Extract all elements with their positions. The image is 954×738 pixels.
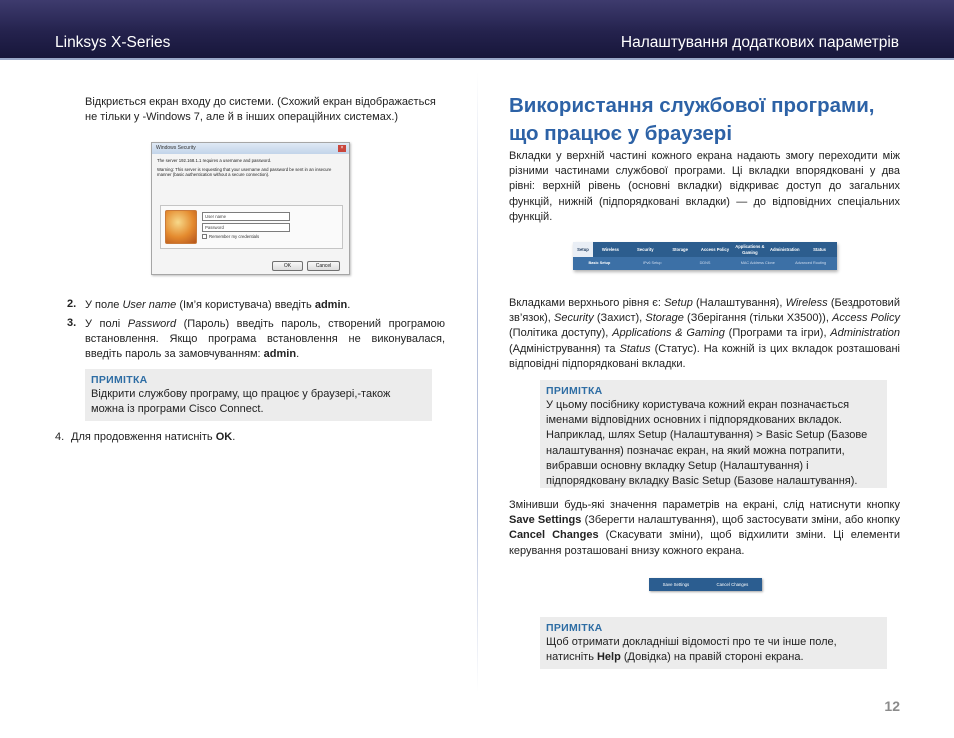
p2-g: (Захист),: [593, 312, 646, 325]
p3-cancel-changes: Cancel Changes: [509, 529, 599, 542]
top-tabs: [573, 242, 837, 257]
dialog-message: The server 192.168.1.1 requires a username and password.: [157, 158, 272, 163]
step-3-number: 3.: [67, 317, 77, 329]
header-section-title: Налаштування додаткових параметрів: [620, 34, 899, 51]
subtab-mac-clone: MAC Address Clone: [740, 261, 775, 265]
page-header: [0, 0, 954, 58]
subtab-ipv6-setup: IPv6 Setup: [642, 261, 662, 265]
tab-storage: Storage: [672, 247, 688, 252]
p2-o: (Адміністрування) та: [509, 342, 620, 355]
step-4-c: .: [232, 431, 236, 443]
subtab-basic-setup: Basic Setup: [588, 261, 611, 265]
p2-security: Security: [554, 312, 594, 325]
p2-q: (Статус). На кожній із цих вкладок розташовані відповідні підпорядковані вкладки.: [509, 342, 900, 370]
p2-k: (Політика доступу),: [509, 327, 613, 340]
p2-applications: Applications & Gaming: [612, 327, 725, 340]
paragraph-tabs-intro: Вкладки у верхній частині кожного екрана надають змогу переходити між різними частинами службової програми. Ці вкладки впорядковані у два рівні: верхній рівень (основні вкладки) відкриває доступ до загальних функцій, нижній (підпорядковані вкладки) — до відповідних спеціальних функцій.: [509, 150, 900, 223]
step-3-c: (Пароль) введіть пароль, створений програмою встановлення. Якщо програма встановлення не виконувалася, введіть пароль за замовчуванням:: [85, 318, 445, 361]
dialog-cancel-button: Cancel: [307, 261, 340, 271]
login-dialog-image: [151, 142, 350, 275]
step-2-c: (Ім’я користувача) введіть: [176, 299, 315, 311]
header-product-name: Linksys X-Series: [55, 34, 171, 51]
p2-storage: Storage: [645, 312, 684, 325]
sub-tabs: [573, 257, 837, 270]
cancel-changes-button: Cancel Changes: [716, 582, 749, 587]
header-divider: [0, 58, 954, 60]
tab-access-policy: Access Policy: [700, 247, 730, 252]
section-heading: Використання службової програми, що працює у браузері: [509, 94, 875, 145]
note2-help: Help: [596, 651, 621, 664]
step-4-text: [71, 430, 431, 445]
credentials-panel: [160, 205, 343, 249]
step-2-number: 2.: [67, 298, 77, 310]
checkbox-icon: [202, 234, 207, 239]
p3-save-settings: Save Settings: [509, 514, 582, 527]
p2-administration: Administration: [830, 327, 900, 340]
note2-a: Щоб отримати докладніші відомості про те чи інше поле, натисніть: [546, 636, 837, 664]
username-field: User name: [202, 212, 290, 221]
p3-c: (Зберегти налаштування), щоб застосувати зміни, або кнопку: [581, 514, 900, 527]
step-2-text: [85, 298, 445, 313]
tab-applications-gaming: Applications & Gaming: [735, 244, 765, 255]
note-title: ПРИМІТКА: [546, 622, 603, 634]
note-box-left: [85, 369, 432, 421]
step-2-value: admin: [314, 299, 348, 311]
tab-status: Status: [813, 247, 826, 252]
note-title: ПРИМІТКА: [91, 374, 148, 386]
p2-wireless: Wireless: [785, 297, 828, 309]
dialog-title: Windows Security: [156, 145, 196, 151]
step-3-e: .: [296, 348, 300, 361]
p2-m: (Програми та ігри),: [724, 327, 831, 340]
p2-c: (Налаштування),: [692, 297, 786, 309]
dialog-warning: Warning: This server is requesting that your username and password be sent in an insecure manner (basic authentication without a secure connection).: [157, 166, 332, 178]
tab-setup: Setup: [573, 242, 593, 257]
step-3-field-name: Password: [127, 318, 177, 330]
tab-wireless: Wireless: [601, 247, 620, 252]
step-2-e: .: [347, 299, 351, 311]
step-3-text: [85, 317, 445, 363]
dialog-titlebar: [152, 143, 349, 154]
note2-c: (Довідка) на правій стороні екрана.: [620, 651, 804, 664]
note-body: Відкрити службову програму, що працює у браузері,-також можна із програми Cisco Connect.: [91, 388, 391, 416]
step-2-field-name: User name: [122, 299, 177, 311]
p2-access-policy: Access Policy: [832, 312, 900, 325]
tab-security: Security: [637, 247, 654, 252]
step-3-value: admin: [263, 348, 297, 361]
step-4-button-name: OK: [215, 431, 233, 443]
paragraph-save-cancel: [509, 498, 900, 559]
password-field: Password: [202, 223, 290, 232]
p2-status: Status: [619, 342, 651, 355]
note-body: У цьому посібнику користувача кожний екран позначається іменами відповідних основних і підпорядкованих вкладок. Наприклад, шлях Setup (Налаштування) > Basic Setup (Базове налаштування) позначає екран, на який можна потрапити, вибравши основну вкладку Setup (Налаштування) і підпорядковану вкладку Basic Setup (Базове налаштування).: [546, 399, 868, 488]
column-divider: [477, 72, 478, 692]
p3-e: (Скасувати зміни), щоб відхилити зміни. Ці елементи керування розташовані внизу кожного екрана.: [509, 529, 900, 557]
tab-bar-image: [573, 242, 837, 270]
p2-setup: Setup: [664, 297, 693, 309]
save-buttons-image: [649, 578, 762, 591]
subtab-advanced-routing: Advanced Routing: [795, 261, 827, 265]
step-3-a: У полі: [85, 318, 128, 330]
step-4-number: 4.: [55, 431, 65, 443]
note-box-tabs: [540, 380, 887, 488]
p3-a: Змінивши будь-які значення параметрів на екрані, слід натиснути кнопку: [509, 499, 900, 511]
dialog-ok-button: OK: [272, 261, 303, 271]
p2-e: (Бездротовий зв’язок),: [509, 297, 900, 325]
note-box-help: [540, 617, 887, 669]
save-settings-button: Save Settings: [662, 582, 690, 587]
subtab-ddns: DDNS: [699, 261, 711, 265]
intro-paragraph: Відкриється екран входу до системи. (Схожий екран відображається не тільки у -Windows 7, але й в інших операційних системах.): [85, 96, 436, 124]
remember-checkbox: [202, 234, 259, 239]
user-avatar-icon: [165, 210, 197, 244]
note-body: [546, 635, 861, 665]
note-title: ПРИМІТКА: [546, 385, 603, 397]
tab-administration: Administration: [769, 247, 800, 252]
p2-a: Вкладками верхнього рівня є:: [509, 297, 665, 309]
close-icon: ×: [338, 145, 346, 152]
step-2-a: У поле: [85, 299, 123, 311]
p2-i: (Зберігання (тільки X3500)),: [683, 312, 833, 325]
paragraph-top-tabs: [509, 296, 900, 372]
page-number: 12: [884, 698, 900, 714]
step-4-a: Для продовження натисніть: [71, 431, 216, 443]
remember-label: Remember my credentials: [209, 234, 260, 239]
